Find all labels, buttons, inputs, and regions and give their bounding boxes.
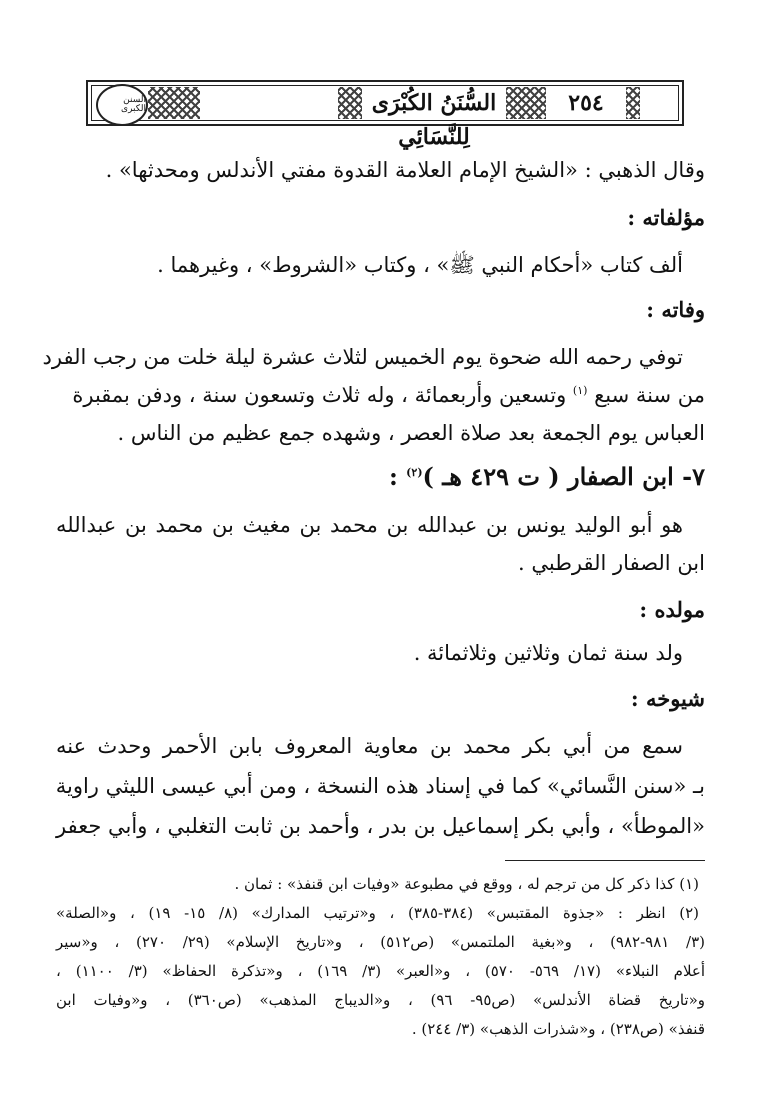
heading-colon: : — [388, 462, 398, 491]
footnote-continued: قنفذ» (ص٢٣٨) ، و«شذرات الذهب» (٣/ ٢٤٤) . — [411, 1020, 705, 1038]
ornament-lattice — [338, 87, 362, 119]
ornament-lattice — [506, 87, 546, 119]
emblem-text: السنن الكبرى — [121, 95, 146, 114]
body-line: ولد سنة ثمان وثلاثين وثلاثمائة . — [413, 641, 683, 665]
body-line: بـ «سنن النَّسائي» كما في إسناد هذه النسخة ، ومن أبي عيسى الليثي راوية — [55, 774, 705, 798]
text-fragment: وتسعين وأربعمائة ، وله ثلاث وتسعون سنة ، ودفن بمقبرة — [72, 383, 567, 407]
footnote-continued: و«تاريخ قضاة الأندلس» (ص٩٥- ٩٦) ، و«الديباج المذهب» (ص٣٦٠) ، و«وفيات ابن — [56, 991, 706, 1009]
ornament-lattice — [148, 87, 200, 119]
footnote-ref: (٢) — [406, 466, 423, 479]
book-title: السُّنَنُ الكُبْرَى لِلنَّسَائِي — [366, 86, 502, 120]
body-line: العباس يوم الجمعة بعد صلاة العصر ، وشهده جمع عظيم من الناس . — [117, 421, 705, 445]
footnote-divider — [505, 860, 705, 861]
ornament-lattice — [626, 87, 640, 119]
body-line: هو أبو الوليد يونس بن عبدالله بن محمد بن مغيث بن محمد بن عبدالله — [56, 513, 683, 537]
body-line: «الموطأ» ، وأبي بكر إسماعيل بن بدر ، وأحمد بن ثابت التغلبي ، وأبي جعفر — [56, 814, 705, 838]
body-line: توفي رحمه الله ضحوة يوم الخميس لثلاث عشرة ليلة خلت من رجب الفرد — [42, 345, 683, 369]
footnote: (٢) انظر : «جذوة المقتبس» (٣٨٤-٣٨٥) ، و«ترتيب المدارك» (٨/ ١٥- ١٩) ، و«الصلة» — [56, 904, 699, 922]
text-fragment: من سنة سبع — [594, 383, 705, 407]
footnote: (١) كذا ذكر كل من ترجم له ، ووقع في مطبوعة «وفيات ابن قنفذ» : ثمان . — [234, 875, 699, 893]
footnote-continued: أعلام النبلاء» (١٧/ ٥٦٩- ٥٧٠) ، و«العبر» (٣/ ١٦٩) ، و«تذكرة الحفاظ» (٣/ ١١٠٠) ، — [56, 962, 706, 980]
section-heading-birth: مولده : — [639, 597, 705, 622]
body-line — [56, 380, 705, 410]
body-line: سمع من أبي بكر محمد بن معاوية المعروف بابن الأحمر وحدث عنه — [56, 734, 683, 758]
section-heading-death: وفاته : — [646, 297, 705, 322]
body-line: وقال الذهبي : «الشيخ الإمام العلامة القدوة مفتي الأندلس ومحدثها» . — [105, 158, 705, 182]
page-number: ٢٥٤ — [550, 87, 622, 119]
biography-title: ٧- ابن الصفار ( ت ٤٢٩ هـ ) — [422, 462, 705, 491]
section-heading-teachers: شيوخه : — [630, 686, 705, 711]
emblem-medallion — [96, 84, 148, 126]
body-line: ابن الصفار القرطبي . — [518, 551, 705, 575]
biography-heading — [56, 462, 705, 492]
body-line: ألف كتاب «أحكام النبي ﷺ» ، وكتاب «الشروط» ، وغيرهما . — [157, 253, 683, 277]
page-header — [86, 80, 684, 150]
section-heading-works: مؤلفاته : — [627, 205, 705, 230]
footnote-ref: (١) — [572, 384, 588, 397]
footnote-continued: (٣/ ٩٨١-٩٨٢) ، و«بغية الملتمس» (ص٥١٢) ، و«تاريخ الإسلام» (٢٩/ ٢٧٠) ، و«سير — [56, 933, 705, 951]
